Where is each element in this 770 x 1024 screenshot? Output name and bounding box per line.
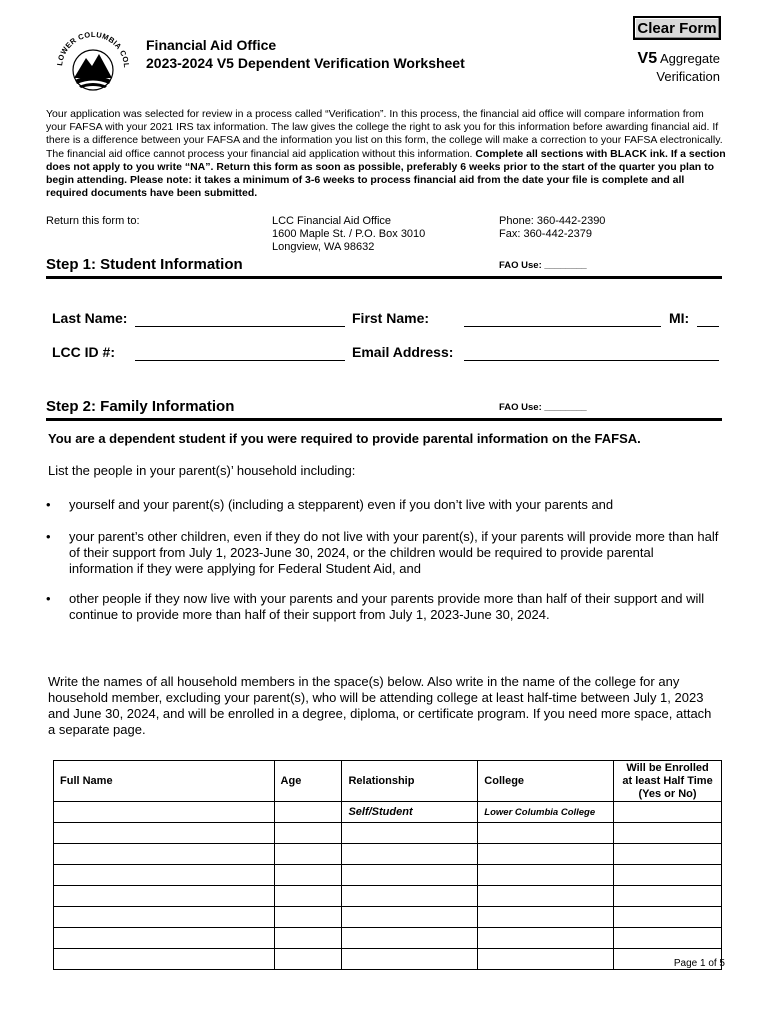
col-header-relationship: Relationship xyxy=(342,761,478,802)
intro-paragraph xyxy=(46,108,726,200)
household-table xyxy=(53,760,722,970)
col-header-enrolled: Will be Enrolled at least Half Time (Yes or No) xyxy=(614,761,722,802)
cell-college[interactable] xyxy=(478,907,614,928)
cell-age[interactable] xyxy=(274,886,342,907)
cell-full-name[interactable] xyxy=(54,928,275,949)
cell-relationship[interactable]: Self/Student xyxy=(342,802,478,823)
bullet-marker-2: • xyxy=(46,529,51,544)
return-contact xyxy=(499,215,605,241)
v5-aggregate: Aggregate xyxy=(657,51,720,66)
phone-number: Phone: 360-442-2390 xyxy=(499,215,606,227)
cell-enrolled[interactable] xyxy=(614,844,722,865)
lcc-id-field[interactable] xyxy=(135,360,345,361)
cell-relationship[interactable] xyxy=(342,928,478,949)
office-name: Financial Aid Office xyxy=(146,37,277,53)
last-name-label: Last Name: xyxy=(52,310,128,326)
mi-label: MI: xyxy=(669,310,690,326)
intro-bold: Complete all sections with BLACK ink. If a section does not apply to you write “NA”. Return this form as soon as possible, preferably 6 weeks prior to the start of the quarter you plan to begin attending. Please note: it takes a minimum of 3-6 weeks to process financial aid from the date your file is complete and all required documents have been submitted. xyxy=(46,147,726,200)
address-line-3: Longview, WA 98632 xyxy=(272,241,375,253)
page-number: Page 1 of 5 xyxy=(673,958,725,969)
step2-title: Step 2: Family Information xyxy=(46,398,235,415)
bullet-marker-3: • xyxy=(46,591,51,606)
bullet-item-2: your parent’s other children, even if they do not live with your parent(s), if your parents will provide more than half of their support from July 1, 2023-June 30, 2024, or the children would be required to provide parental information if they were applying for Federal Student Aid, and xyxy=(69,529,719,576)
cell-relationship[interactable] xyxy=(342,907,478,928)
cell-college[interactable] xyxy=(478,823,614,844)
table-row xyxy=(54,865,722,886)
cell-enrolled[interactable] xyxy=(614,928,722,949)
cell-enrolled[interactable] xyxy=(614,823,722,844)
cell-enrolled[interactable] xyxy=(614,907,722,928)
cell-relationship[interactable] xyxy=(342,949,478,970)
cell-college[interactable] xyxy=(478,928,614,949)
email-field[interactable] xyxy=(464,360,719,361)
v5-label xyxy=(638,50,720,86)
cell-full-name[interactable] xyxy=(54,886,275,907)
list-intro: List the people in your parent(s)’ household including: xyxy=(48,463,356,478)
cell-age[interactable] xyxy=(274,823,342,844)
logo-text: LOWER COLUMBIA COL xyxy=(55,29,132,69)
table-row xyxy=(54,844,722,865)
step2-fao-use: FAO Use: ________ xyxy=(499,402,587,413)
cell-college[interactable]: Lower Columbia College xyxy=(478,802,614,823)
write-names-instructions: Write the names of all household members in the space(s) below. Also write in the name of the college for any household member, excluding your parent(s), who will be attending college at least half-time between July 1, 2023 and June 30, 2024, and will be enrolled in a degree, diploma, or certificate program. If you need more space, attach a separate page. xyxy=(48,674,712,737)
bullet-item-1: yourself and your parent(s) (including a stepparent) even if you don’t live with your parents and xyxy=(69,497,614,512)
fax-number: Fax: 360-442-2379 xyxy=(499,228,592,240)
col-header-college: College xyxy=(478,761,614,802)
bullet-marker-1: • xyxy=(46,497,51,512)
table-row xyxy=(54,928,722,949)
cell-college[interactable] xyxy=(478,844,614,865)
cell-relationship[interactable] xyxy=(342,865,478,886)
cell-relationship[interactable] xyxy=(342,823,478,844)
return-address xyxy=(272,215,425,254)
last-name-field[interactable] xyxy=(135,326,345,327)
return-label: Return this form to: xyxy=(46,215,140,227)
address-line-2: 1600 Maple St. / P.O. Box 3010 xyxy=(272,228,426,240)
first-name-field[interactable] xyxy=(464,326,661,327)
cell-relationship[interactable] xyxy=(342,886,478,907)
cell-age[interactable] xyxy=(274,844,342,865)
cell-college[interactable] xyxy=(478,949,614,970)
step1-divider xyxy=(46,276,722,279)
first-name-label: First Name: xyxy=(352,310,430,326)
table-header-row xyxy=(54,761,722,802)
table-row xyxy=(54,907,722,928)
office-heading xyxy=(146,36,465,72)
cell-college[interactable] xyxy=(478,886,614,907)
bullet-item-3: other people if they now live with your parents and your parents provide more than half of their support and will continue to provide more than half of their support from July 1, 2023-June 30, 2024. xyxy=(69,591,705,622)
cell-relationship[interactable] xyxy=(342,844,478,865)
step1-title: Step 1: Student Information xyxy=(46,256,243,273)
table-row xyxy=(54,886,722,907)
lcc-id-label: LCC ID #: xyxy=(52,344,115,360)
cell-age[interactable] xyxy=(274,802,342,823)
step1-fao-use: FAO Use: ________ xyxy=(499,260,587,271)
table-row xyxy=(54,802,722,823)
address-line-1: LCC Financial Aid Office xyxy=(272,215,392,227)
email-label: Email Address: xyxy=(352,344,454,360)
cell-age[interactable] xyxy=(274,949,342,970)
clear-form-button[interactable]: Clear Form xyxy=(633,16,721,40)
worksheet-title: 2023-2024 V5 Dependent Verification Worksheet xyxy=(146,55,465,71)
v5-verification: Verification xyxy=(656,69,720,84)
college-logo xyxy=(52,22,134,96)
cell-college[interactable] xyxy=(478,865,614,886)
cell-enrolled[interactable] xyxy=(614,802,722,823)
intro-normal: Your application was selected for review in a process called “Verification”. In this process, the financial aid office will compare information from your FAFSA with your 2021 IRS tax information. The law gives the college the right to ask you for this information before awarding financial aid. If there is a difference between your FAFSA and the information you list on this form, the college will make a correction to your FAFSA electronically. The financial aid office cannot process your financial aid application without this information. xyxy=(46,108,723,160)
mi-field[interactable] xyxy=(697,326,719,327)
cell-full-name[interactable] xyxy=(54,844,275,865)
cell-full-name[interactable] xyxy=(54,949,275,970)
cell-age[interactable] xyxy=(274,907,342,928)
cell-full-name[interactable] xyxy=(54,823,275,844)
cell-enrolled[interactable] xyxy=(614,886,722,907)
col-header-full-name: Full Name xyxy=(54,761,275,802)
table-row xyxy=(54,949,722,970)
cell-full-name[interactable] xyxy=(54,802,275,823)
cell-age[interactable] xyxy=(274,928,342,949)
cell-full-name[interactable] xyxy=(54,907,275,928)
v5-code: V5 xyxy=(637,50,658,67)
table-row xyxy=(54,823,722,844)
step2-divider xyxy=(46,418,722,421)
cell-enrolled[interactable] xyxy=(614,865,722,886)
cell-full-name[interactable] xyxy=(54,865,275,886)
dependent-statement: You are a dependent student if you were required to provide parental information on the FAFSA. xyxy=(48,431,641,446)
col-header-age: Age xyxy=(274,761,342,802)
cell-age[interactable] xyxy=(274,865,342,886)
